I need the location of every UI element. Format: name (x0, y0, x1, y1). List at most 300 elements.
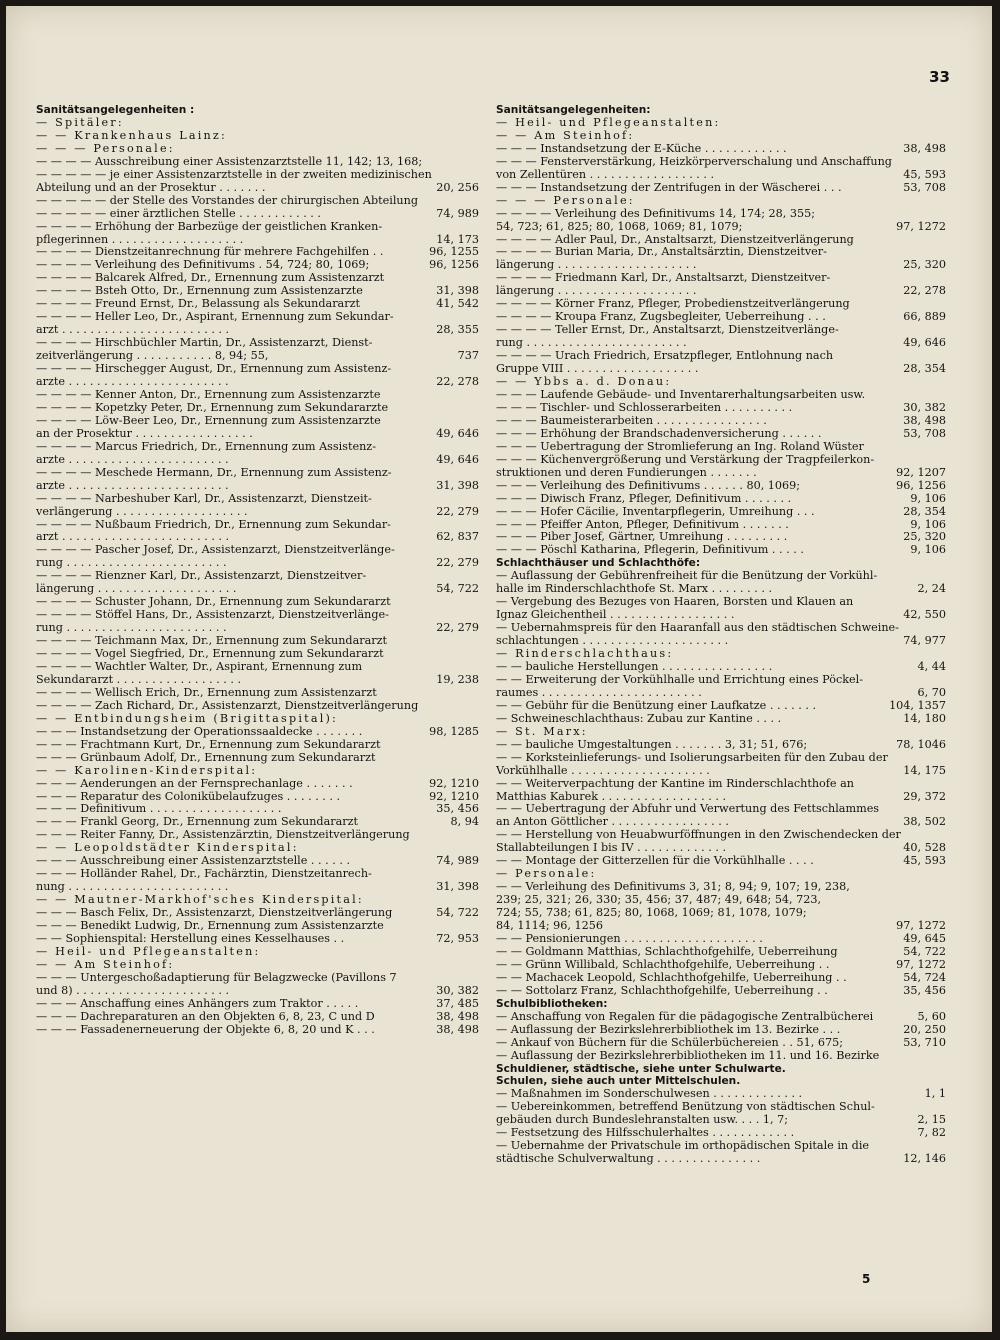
entry-text: 54, 723; 61, 825; 80, 1068, 1069; 81, 1079; (496, 220, 743, 233)
entry-text: städtische Schulverwaltung . . . . . . . . . . . . . . . (496, 1153, 761, 1166)
index-entry-line (496, 195, 946, 208)
entry-page-reference: 38, 498 (900, 415, 946, 428)
entry-text: — — Sophienspital: Herstellung eines Kesselhauses . . (36, 933, 345, 945)
index-entry-line (36, 829, 479, 842)
entry-text: — — — Grünbaum Adolf, Dr., Ernennung zum Sekundararzt (36, 751, 376, 764)
entry-text: — — — — Balcarek Alfred, Dr., Ernennung zum Assistenzarzt (36, 272, 385, 285)
index-entry-line (36, 868, 479, 881)
entry-page-reference: 45, 593 (900, 855, 946, 868)
entry-page-reference: 737 (455, 350, 479, 363)
entry-page-reference: 40, 528 (900, 842, 946, 855)
index-entry-line (496, 143, 946, 156)
entry-text: — Vergebung des Bezuges von Haaren, Borsten und Klauen an (496, 596, 854, 609)
index-entry-line (496, 674, 946, 687)
index-entry-line (36, 622, 479, 635)
index-entry-line (36, 752, 479, 765)
entry-text: — Uebernahme der Privatschule im orthopädischen Spitale in die (496, 1140, 870, 1153)
index-entry-line (36, 933, 479, 946)
index-entry-line (36, 493, 479, 506)
entry-text: — — — — Stöffel Hans, Dr., Assistenzarzt, Dienstzeitverlänge- (36, 609, 389, 622)
entry-text: — — — — Kopetzky Peter, Dr., Ernennung zum Sekundararzte (36, 401, 389, 414)
entry-page-reference: 38, 498 (900, 143, 946, 156)
entry-page-reference: 98, 1285 (426, 726, 479, 739)
entry-text: — — — — Schuster Johann, Dr., Ernennung zum Sekundararzt (36, 596, 391, 609)
entry-page-reference: 14, 175 (900, 765, 946, 778)
entry-text: — — — — Friedmann Karl, Dr., Anstaltsarzt, Dienstzeitver- (496, 272, 831, 285)
entry-page-reference: 97, 1272 (893, 959, 946, 972)
entry-page-reference: 9, 106 (907, 519, 946, 532)
entry-page-reference: 8, 94 (448, 816, 479, 829)
index-entry-line (496, 1127, 946, 1140)
index-entry-line (496, 700, 946, 713)
entry-text: rung . . . . . . . . . . . . . . . . . . . . . . . (36, 557, 227, 570)
entry-text: Schulen, siehe auch unter Mittelschulen. (496, 1075, 741, 1088)
entry-page-reference: 4, 44 (915, 661, 946, 674)
entry-page-reference: 14, 180 (900, 713, 946, 726)
index-entry-line (36, 467, 479, 480)
entry-page-reference: 9, 106 (907, 544, 946, 557)
index-entry-line (496, 272, 946, 285)
index-entry-line (36, 130, 479, 143)
entry-text: — — — Küchenvergrößerung und Verstärkung der Tragpfeilerkon- (496, 453, 875, 466)
index-entry-line (36, 700, 479, 713)
entry-text: — — — Anschaffung eines Anhängers zum Traktor . . . . . (36, 997, 359, 1010)
entry-text: — — Entbindungsheim (Brigittaspital): (36, 712, 339, 725)
index-entry-line (36, 1024, 479, 1037)
index-entry-line (36, 570, 479, 583)
index-entry-line (496, 531, 946, 544)
index-entry-line (496, 596, 946, 609)
entry-text: nung . . . . . . . . . . . . . . . . . . . . . . . (36, 881, 229, 894)
entry-text: schlachtungen . . . . . . . . . . . . . . . . . . . . . (496, 635, 729, 648)
index-entry-line (496, 881, 946, 894)
entry-text: — — Am Steinhof: (496, 129, 635, 142)
entry-page-reference: 12, 146 (900, 1153, 946, 1166)
index-entry-line (496, 1050, 946, 1063)
entry-text: — — — Reiter Fanny, Dr., Assistenzärztin, Dienstzeitverlängerung (36, 829, 410, 842)
index-entry-line (496, 441, 946, 454)
index-entry-line (36, 117, 479, 130)
entry-text: — — Am Steinhof: (36, 958, 175, 971)
entry-text: — Auflassung der Bezirkslehrerbibliotheken im 11. und 16. Bezirke (496, 1049, 880, 1062)
entry-text: — — Karolinen-Kinderspital: (36, 764, 258, 777)
entry-text: struktionen und deren Fundierungen . . . . . . . (496, 466, 757, 479)
entry-text: — — — Piber Josef, Gärtner, Umreihung . . . . . . . . . (496, 531, 788, 544)
entry-text: arzte . . . . . . . . . . . . . . . . . . . . . . . (36, 453, 229, 466)
entry-text: — — — — Hirschbüchler Martin, Dr., Assistenzarzt, Dienst- (36, 337, 373, 350)
entry-text: — — — Basch Felix, Dr., Assistenzarzt, Dienstzeitverlängerung (36, 907, 393, 920)
index-entry-line (496, 208, 946, 221)
index-entry-line (496, 350, 946, 363)
index-entry-line (36, 583, 479, 596)
entry-text: Sanitätsangelegenheiten: (496, 104, 651, 116)
index-entry-line (496, 648, 946, 661)
index-entry-line (36, 661, 479, 674)
index-entry-line (496, 156, 946, 169)
index-entry-line (496, 519, 946, 532)
entry-text: — — bauliche Umgestaltungen . . . . . . . 3, 31; 51, 676; (496, 738, 808, 751)
entry-page-reference: 2, 15 (915, 1114, 946, 1127)
index-entry-line (496, 868, 946, 881)
entry-text: längerung . . . . . . . . . . . . . . . . . . . . (36, 583, 237, 596)
entry-page-reference: 54, 722 (433, 907, 479, 920)
index-entry-line (36, 221, 479, 234)
index-entry-line (36, 519, 479, 532)
entry-page-reference: 74, 989 (433, 855, 479, 868)
index-entry-line (36, 246, 479, 259)
entry-page-reference: 42, 550 (900, 609, 946, 622)
entry-text: — — — Personale: (36, 142, 175, 155)
entry-text: Abteilung und an der Prosektur . . . . . . . (36, 181, 266, 194)
index-entry-line (36, 674, 479, 687)
entry-page-reference: 72, 953 (433, 933, 479, 946)
entry-text: — — — Definitivum . . . . . . . . . . . . . . . . . . . (36, 803, 282, 816)
entry-text: — — — — Löw-Beer Leo, Dr., Ernennung zum Assistenzarzte (36, 414, 381, 427)
entry-text: — Ankauf von Büchern für die Schülerbüchereien . . 51, 675; (496, 1036, 843, 1049)
entry-text: — — — — Marcus Friedrich, Dr., Ernennung zum Assistenz- (36, 440, 376, 453)
index-entry-line (496, 1024, 946, 1037)
index-entry-line (36, 920, 479, 933)
index-entry-line (36, 376, 479, 389)
index-entry-line (496, 376, 946, 389)
entry-text: — — — — Narbeshuber Karl, Dr., Assistenzarzt, Dienstzeit- (36, 492, 372, 505)
index-entry-line (496, 635, 946, 648)
entry-text: — — Herstellung von Heuabwurföffnungen in den Zwischendecken der (496, 829, 901, 842)
entry-text: — — — Uebertragung der Stromlieferung an Ing. Roland Wüster (496, 440, 864, 453)
entry-text: — — — Pöschl Katharina, Pflegerin, Definitivum . . . . . (496, 544, 804, 557)
entry-page-reference: 35, 456 (900, 985, 946, 998)
index-entry-line (36, 195, 479, 208)
entry-text: Schlachthäuser und Schlachthöfe: (496, 557, 701, 570)
entry-text: an der Prosektur . . . . . . . . . . . . . . . . . (36, 427, 253, 440)
index-entry-line (496, 609, 946, 622)
entry-text: — — — — Zach Richard, Dr., Assistenzarzt, Dienstzeitverlängerung (36, 699, 419, 712)
index-entry-line (496, 752, 946, 765)
entry-text: — Uebereinkommen, betreffend Benützung von städtischen Schul- (496, 1101, 875, 1114)
entry-text: rung . . . . . . . . . . . . . . . . . . . . . . . (496, 337, 687, 350)
index-entry-line (496, 104, 946, 117)
entry-text: — — — Untergeschoßadaptierung für Belagzwecke (Pavillons 7 (36, 971, 397, 984)
entry-page-reference: 31, 398 (433, 480, 479, 493)
index-entry-line (36, 143, 479, 156)
entry-page-reference: 30, 382 (433, 985, 479, 998)
entry-page-reference: 96, 1256 (426, 259, 479, 272)
entry-page-reference: 22, 278 (900, 285, 946, 298)
entry-text: — — bauliche Herstellungen . . . . . . . . . . . . . . . . (496, 660, 773, 673)
entry-page-reference: 9, 106 (907, 493, 946, 506)
entry-text: gebäuden durch Bundeslehranstalten usw. . . . 1, 7; (496, 1114, 789, 1127)
index-entry-line (496, 894, 946, 907)
index-entry-line (496, 285, 946, 298)
entry-text: — — Verleihung des Definitivums 3, 31; 8, 94; 9, 107; 19, 238, (496, 881, 850, 894)
index-entry-line (496, 1037, 946, 1050)
entry-text: — — — — Meschede Hermann, Dr., Ernennung zum Assistenz- (36, 466, 392, 479)
entry-text: — — — — Pascher Josef, Dr., Assistenzarzt, Dienstzeitverlänge- (36, 544, 395, 557)
index-entry-line (496, 661, 946, 674)
entry-text: Matthias Kaburek . . . . . . . . . . . . . . . . . . (496, 790, 727, 803)
index-entry-line (496, 972, 946, 985)
index-entry-line (496, 1114, 946, 1127)
index-entry-line (496, 298, 946, 311)
entry-page-reference: 6, 70 (915, 687, 946, 700)
entry-page-reference: 1, 1 (922, 1088, 946, 1101)
entry-text: — — Montage der Gitterzellen für die Vorkühlhalle . . . . (496, 855, 814, 868)
index-entry-line (496, 985, 946, 998)
entry-text: — — — Hofer Cäcilie, Inventarpflegerin, Umreihung . . . (496, 505, 815, 518)
entry-page-reference: 22, 279 (433, 506, 479, 519)
index-entry-line (496, 946, 946, 959)
index-entry-line (36, 402, 479, 415)
index-entry-line (496, 1011, 946, 1024)
index-entry-line (496, 402, 946, 415)
index-entry-line (496, 557, 946, 570)
index-entry-line (36, 648, 479, 661)
index-entry-line (496, 1088, 946, 1101)
index-entry-line (496, 454, 946, 467)
entry-page-reference: 31, 398 (433, 285, 479, 298)
entry-page-reference: 22, 279 (433, 622, 479, 635)
index-entry-line (496, 687, 946, 700)
entry-text: — — — Benedikt Ludwig, Dr., Ernennung zum Assistenzarzte (36, 920, 384, 933)
entry-text: — — — — Verleihung des Definitivums . 54, 724; 80, 1069; (36, 259, 370, 272)
entry-text: arzt . . . . . . . . . . . . . . . . . . . . . . . . (36, 531, 230, 544)
index-entry-line (496, 765, 946, 778)
entry-text: — — — — Hirschegger August, Dr., Ernennung zum Assistenz- (36, 363, 392, 376)
index-entry-line (496, 778, 946, 791)
index-entry-line (496, 493, 946, 506)
entry-text: — — — Ausschreibung einer Assistenzarztstelle . . . . . . (36, 855, 351, 868)
entry-text: arzte . . . . . . . . . . . . . . . . . . . . . . . (36, 479, 229, 492)
entry-page-reference: 25, 320 (900, 531, 946, 544)
entry-page-reference: 53, 708 (900, 182, 946, 195)
entry-text: — — — Reparatur des Colonikübelaufzuges . . . . . . . . (36, 790, 341, 803)
entry-text: — Auflassung der Gebührenfreiheit für die Benützung der Vorkühl- (496, 570, 878, 583)
entry-page-reference: 22, 278 (433, 376, 479, 389)
entry-text: — — Weiterverpachtung der Kantine im Rinderschlachthofe an (496, 777, 854, 790)
entry-page-reference: 96, 1255 (426, 246, 479, 259)
entry-text: — — — — Adler Paul, Dr., Anstaltsarzt, Dienstzeitverlängerung (496, 233, 854, 246)
entry-text: — — Machacek Leopold, Schlachthofgehilfe, Ueberreihung . . (496, 971, 847, 984)
entry-text: — — — — Erhöhung der Barbezüge der geistlichen Kranken- (36, 220, 383, 233)
index-entry-line (36, 713, 479, 726)
entry-text: — — Krankenhaus Lainz: (36, 129, 227, 142)
index-entry-line (36, 894, 479, 907)
footer-number: 5 (862, 1272, 871, 1286)
entry-text: von Zellentüren . . . . . . . . . . . . . . . . . . (496, 168, 715, 181)
entry-page-reference: 38, 498 (433, 1011, 479, 1024)
entry-text: — — — — Wachtler Walter, Dr., Aspirant, Ernennung zum (36, 660, 363, 673)
entry-text: rung . . . . . . . . . . . . . . . . . . . . . . . (36, 622, 227, 635)
entry-text: — — — Instandsetzung der Operationssaaldecke . . . . . . . (36, 725, 363, 738)
index-entry-line (36, 298, 479, 311)
entry-page-reference: 97, 1272 (893, 920, 946, 933)
entry-page-reference: 49, 646 (433, 428, 479, 441)
entry-text: an Anton Göttlicher . . . . . . . . . . . . . . . . . (496, 816, 729, 829)
entry-page-reference: 37, 485 (433, 998, 479, 1011)
entry-page-reference: 20, 250 (900, 1024, 946, 1037)
entry-page-reference: 54, 722 (900, 946, 946, 959)
entry-text: Gruppe VIII . . . . . . . . . . . . . . . . . . . (496, 363, 699, 376)
index-entry-line (36, 765, 479, 778)
index-entry-line (36, 285, 479, 298)
index-entry-line (36, 972, 479, 985)
entry-text: zeitverlängerung . . . . . . . . . . . 8, 94; 55, (36, 350, 269, 363)
index-entry-line (496, 622, 946, 635)
entry-text: — — — Instandsetzung der Zentrifugen in der Wäscherei . . . (496, 181, 842, 194)
entry-page-reference: 14, 173 (433, 234, 479, 247)
entry-page-reference: 53, 710 (900, 1037, 946, 1050)
left-column (36, 104, 479, 1037)
entry-page-reference: 92, 1210 (426, 791, 479, 804)
entry-page-reference: 54, 722 (433, 583, 479, 596)
entry-page-reference: 25, 320 (900, 259, 946, 272)
entry-text: — — Goldmann Matthias, Schlachthofgehilfe, Ueberreihung (496, 945, 838, 958)
entry-text: — — Sottolarz Franz, Schlachthofgehilfe, Ueberreihung . . (496, 984, 828, 997)
index-entry-line (496, 739, 946, 752)
entry-page-reference: 97, 1272 (893, 221, 946, 234)
entry-text: Ignaz Gleichentheil . . . . . . . . . . . . . . . . . . (496, 609, 735, 622)
entry-page-reference: 38, 502 (900, 816, 946, 829)
entry-text: — — — — Rienzner Karl, Dr., Assistenzarzt, Dienstzeitver- (36, 570, 367, 583)
entry-page-reference: 29, 372 (900, 791, 946, 804)
index-entry-line (36, 259, 479, 272)
index-entry-line (496, 920, 946, 933)
index-entry-line (496, 713, 946, 726)
entry-text: — — Leopoldstädter Kinderspital: (36, 842, 299, 855)
index-entry-line (36, 506, 479, 519)
entry-text: Schuldiener, städtische, siehe unter Schulwarte. (496, 1062, 786, 1075)
entry-text: pflegerinnen . . . . . . . . . . . . . . . . . . . (36, 233, 244, 246)
index-entry-line (36, 998, 479, 1011)
entry-text: — — — Baumeisterarbeiten . . . . . . . . . . . . . . . . (496, 414, 767, 427)
index-entry-line (36, 816, 479, 829)
entry-text: längerung . . . . . . . . . . . . . . . . . . . . (496, 259, 697, 272)
entry-page-reference: 45, 593 (900, 169, 946, 182)
index-entry-line (496, 506, 946, 519)
entry-text: — Festsetzung des Hilfsschulerhaltes . . . . . . . . . . . . (496, 1127, 795, 1140)
index-entry-line (36, 946, 479, 959)
right-column (496, 104, 946, 1166)
entry-page-reference: 28, 354 (900, 363, 946, 376)
index-entry-line (496, 182, 946, 195)
entry-page-reference: 49, 645 (900, 933, 946, 946)
index-entry-line (496, 726, 946, 739)
index-entry-line (496, 117, 946, 130)
entry-text: — — — Verleihung des Definitivums . . . . . . 80, 1069; (496, 479, 801, 492)
entry-text: — Anschaffung von Regalen für die pädagogische Zentralbücherei (496, 1010, 874, 1023)
entry-text: — — — Fassadenerneuerung der Objekte 6, 8, 20 und K . . . (36, 1023, 375, 1036)
index-entry-line (496, 169, 946, 182)
index-entry-line (36, 803, 479, 816)
index-entry-line (36, 726, 479, 739)
entry-page-reference: 74, 989 (433, 208, 479, 221)
index-entry-line (496, 1140, 946, 1153)
index-entry-line (36, 428, 479, 441)
index-entry-line (496, 234, 946, 247)
entry-text: — — — Diwisch Franz, Pfleger, Definitivum . . . . . . . (496, 492, 792, 505)
entry-text: Stallabteilungen I bis IV . . . . . . . . . . . . . (496, 842, 727, 855)
entry-page-reference: 31, 398 (433, 881, 479, 894)
entry-text: arzte . . . . . . . . . . . . . . . . . . . . . . . (36, 376, 229, 389)
entry-text: — — — — Körner Franz, Pfleger, Probedienstzeitverlängerung (496, 298, 850, 311)
index-entry-line (36, 907, 479, 920)
index-entry-line (36, 855, 479, 868)
index-entry-line (496, 570, 946, 583)
index-entry-line (36, 985, 479, 998)
entry-text: 724; 55, 738; 61, 825; 80, 1068, 1069; 81, 1078, 1079; (496, 907, 807, 920)
index-entry-line (36, 544, 479, 557)
index-entry-line (496, 130, 946, 143)
index-entry-line (496, 1075, 946, 1088)
entry-text: — — — — Ausschreibung einer Assistenzarztstelle 11, 142; 13, 168; (36, 155, 423, 168)
index-entry-line (36, 791, 479, 804)
entry-text: — — — — Urach Friedrich, Ersatzpfleger, Entlohnung nach (496, 350, 834, 363)
entry-page-reference: 62, 837 (433, 531, 479, 544)
index-entry-line (36, 169, 479, 182)
entry-page-reference: 54, 724 (900, 972, 946, 985)
entry-page-reference: 66, 889 (900, 311, 946, 324)
entry-page-reference: 35, 456 (433, 803, 479, 816)
entry-text: — — — — Kroupa Franz, Zugsbegleiter, Ueberreihung . . . (496, 311, 826, 324)
entry-text: — — Erweiterung der Vorkühlhalle und Errichtung eines Pöckel- (496, 673, 863, 686)
entry-text: — Maßnahmen im Sonderschulwesen . . . . . . . . . . . . . (496, 1088, 803, 1101)
index-entry-line (496, 428, 946, 441)
entry-text: — — — Frachtmann Kurt, Dr., Ernennung zum Sekundararzt (36, 738, 381, 751)
entry-page-reference: 19, 238 (433, 674, 479, 687)
index-entry-line (36, 311, 479, 324)
entry-page-reference: 38, 498 (433, 1024, 479, 1037)
entry-text: längerung . . . . . . . . . . . . . . . . . . . . (496, 285, 697, 298)
entry-text: — — — — Teller Ernst, Dr., Anstaltsarzt, Dienstzeitverlänge- (496, 324, 839, 337)
index-entry-line (36, 272, 479, 285)
index-entry-line (36, 881, 479, 894)
entry-page-reference: 20, 256 (433, 182, 479, 195)
entry-text: — — Ybbs a. d. Donau: (496, 376, 672, 389)
index-entry-line (496, 415, 946, 428)
index-entry-line (496, 1063, 946, 1076)
entry-text: — — — Tischler- und Schlosserarbeiten . . . . . . . . . . (496, 401, 793, 414)
index-entry-line (36, 557, 479, 570)
entry-page-reference: 28, 354 (900, 506, 946, 519)
entry-text: — — — Frankl Georg, Dr., Ernennung zum Sekundararzt (36, 816, 359, 829)
entry-page-reference: 78, 1046 (893, 739, 946, 752)
entry-text: — — — Erhöhung der Brandschadenversicherung . . . . . . (496, 427, 822, 440)
index-entry-line (496, 855, 946, 868)
entry-text: — — — — — der Stelle des Vorstandes der chirurgischen Abteilung (36, 194, 418, 207)
index-entry-line (496, 959, 946, 972)
entry-text: — Heil- und Pflegeanstalten: (36, 945, 261, 958)
entry-text: — — Korksteinlieferungs- und Isolierungsarbeiten für den Zubau der (496, 751, 888, 764)
index-entry-line (36, 156, 479, 169)
index-entry-line (496, 583, 946, 596)
index-entry-line (496, 389, 946, 402)
entry-text: — — — — Bsteh Otto, Dr., Ernennung zum Assistenzarzte (36, 285, 363, 298)
index-entry-line (36, 208, 479, 221)
entry-text: — — — Holländer Rahel, Dr., Fachärztin, Dienstzeitanrech- (36, 868, 372, 881)
index-entry-line (496, 467, 946, 480)
index-entry-line (496, 1153, 946, 1166)
entry-text: — — — — Freund Ernst, Dr., Belassung als Sekundararzt (36, 298, 360, 311)
index-entry-line (36, 635, 479, 648)
entry-text: — — — Personale: (496, 194, 635, 207)
index-entry-line (496, 816, 946, 829)
entry-text: Sanitätsangelegenheiten : (36, 104, 195, 116)
entry-page-reference: 104, 1357 (886, 700, 946, 713)
entry-page-reference: 5, 60 (915, 1011, 946, 1024)
entry-page-reference: 53, 708 (900, 428, 946, 441)
index-entry-line (36, 778, 479, 791)
entry-text: — — Mautner-Markhof'sches Kinderspital: (36, 894, 364, 907)
